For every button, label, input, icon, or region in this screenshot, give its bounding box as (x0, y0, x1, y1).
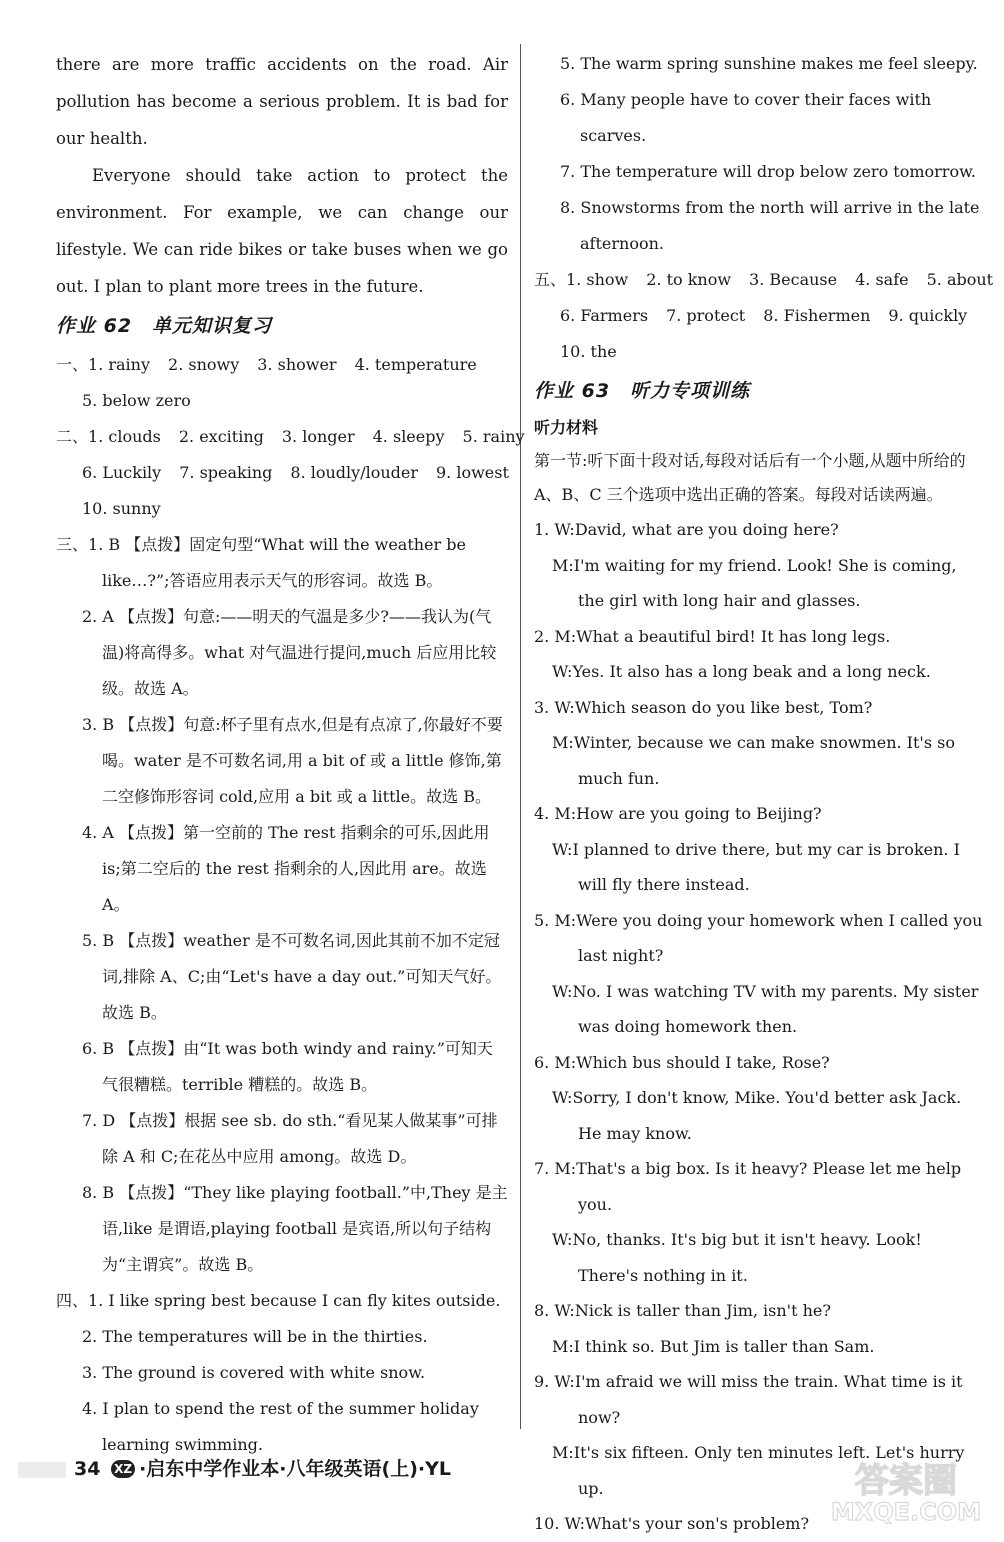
speaker-label: W: (552, 1088, 573, 1107)
section-5 (534, 262, 994, 370)
dialog-line (534, 1045, 986, 1081)
section-5-label: 五、 (534, 270, 567, 289)
dialog-number: 4. (534, 804, 555, 823)
left-column (56, 46, 525, 1463)
footer-text (74, 1454, 451, 1481)
explanation-item: 5. B 【点拨】weather 是不可数名词,因此其前不加不定冠词,排除 A、C;由“Let's have a day out.”可知天气好。故选 B。 (82, 931, 502, 1022)
dialog-text: I'm waiting for my friend. Look! She is coming, the girl with long hair and glasses. (573, 555, 957, 610)
section-3-label: 三、 (56, 535, 89, 554)
right-column (534, 46, 994, 1542)
dialog-text: Winter, because we can make snowmen. It's so much fun. (573, 733, 955, 788)
speaker-label: W: (564, 1514, 585, 1533)
dialog-line (534, 512, 986, 548)
section-2 (56, 419, 525, 527)
listening-instructions: 第一节:听下面十段对话,每段对话后有一个小题,从题中所给的 A、B、C 三个选项中选出正确的答案。每段对话读两遍。 (534, 451, 966, 504)
dialog-item (534, 1045, 986, 1152)
dialog-list (534, 512, 986, 1542)
dialog-item (534, 796, 986, 903)
answer: 6. Farmers (560, 306, 649, 325)
speaker-label: W: (554, 1301, 575, 1320)
dialog-text: Sorry, I don't know, Mike. You'd better ask Jack. He may know. (572, 1088, 962, 1143)
dialog-number: 10. (534, 1514, 565, 1533)
watermark-text-top: 答案圈 (855, 1461, 957, 1501)
section-4-label: 四、 (56, 1291, 89, 1310)
dialog-text: Yes. It also has a long beak and a long neck. (572, 662, 931, 681)
explanation-item: 6. B 【点拨】由“It was both windy and rainy.”可知天气很糟糕。terrible 糟糕的。故选 B。 (82, 1039, 493, 1094)
sentence-item: 6. Many people have to cover their faces with scarves. (560, 90, 932, 145)
speaker-label: M: (552, 1336, 574, 1356)
speaker-label: W: (554, 520, 575, 539)
dialog-line (534, 1080, 986, 1151)
answer: 5. rainy (462, 427, 525, 446)
speaker-label: M: (554, 1052, 577, 1072)
answer: 9. lowest (436, 463, 509, 482)
dialog-line (534, 903, 986, 974)
answer: 10. sunny (82, 499, 161, 518)
answer: 6. Luckily (82, 463, 162, 482)
speaker-label: M: (554, 1159, 577, 1178)
dialog-text: No. I was watching TV with my parents. My sister was doing homework then. (572, 981, 979, 1036)
dialog-number: 6. (534, 1052, 555, 1072)
answer: 5. about (926, 270, 994, 289)
answer: 5. below zero (82, 391, 191, 410)
dialog-line (534, 1222, 986, 1293)
dialog-line (534, 690, 986, 726)
column-divider (520, 44, 521, 1429)
explanation-item: 1. B 【点拨】固定句型“What will the weather be like…?”;答语应用表示天气的形容词。故选 B。 (88, 535, 466, 590)
homework-63-title: 作业 63 听力专项训练 (534, 380, 751, 402)
dialog-line (534, 832, 986, 903)
section-3 (56, 527, 508, 1283)
speaker-label: M: (554, 804, 577, 823)
answer: 4. temperature (354, 355, 477, 374)
explanation-item: 7. D 【点拨】根据 see sb. do sth.“看见某人做某事”可排除 A 和 C;在花丛中应用 among。故选 D。 (82, 1111, 498, 1166)
dialog-line (534, 1151, 986, 1222)
dialog-item (534, 1151, 986, 1293)
page-number: 34 (74, 1458, 101, 1480)
explanation-item: 8. B 【点拨】“They like playing football.”中,They 是主语,like 是谓语,playing football 是宾语,所以句子结构为“主谓宾”。故选 B。 (82, 1183, 508, 1274)
sentence-item: 1. I like spring best because I can fly kites outside. (88, 1291, 501, 1310)
dialog-number: 8. (534, 1301, 555, 1320)
watermark-logo (822, 1456, 990, 1528)
dialog-number: 3. (534, 697, 555, 717)
answer: 8. loudly/louder (290, 463, 418, 482)
dialog-text: No, thanks. It's big but it isn't heavy. Look! There's nothing in it. (572, 1230, 922, 1285)
dialog-line (534, 548, 986, 619)
dialog-text: Were you doing your homework when I called you last night? (576, 910, 983, 965)
dialog-text: It's six fifteen. Only ten minutes left. Let's hurry up. (573, 1443, 965, 1498)
dialog-number: 5. (534, 910, 555, 930)
dialog-line (534, 974, 986, 1045)
section-2-label: 二、 (56, 427, 89, 446)
dialog-item (534, 690, 986, 797)
intro-paragraph-1: there are more traffic accidents on the road. Air pollution has become a serious problem. It is bad for our health. (56, 55, 508, 148)
dialog-item (534, 512, 986, 619)
intro-paragraph-2: Everyone should take action to protect the environment. For example, we can change our lifestyle. We can ride bikes or take buses when we go out. I plan to plant more trees in the future. (56, 166, 508, 296)
dialog-text: I think so. But Jim is taller than Sam. (573, 1336, 875, 1356)
dialog-line (534, 654, 986, 690)
sentence-item: 2. The temperatures will be in the thirties. (82, 1327, 428, 1346)
answer: 4. safe (855, 270, 909, 289)
dialog-line (534, 725, 986, 796)
answer: 1. clouds (88, 427, 161, 446)
dialog-line (534, 796, 986, 832)
speaker-label: W: (552, 1230, 573, 1249)
sentence-item: 7. The temperature will drop below zero tomorrow. (560, 162, 976, 181)
answer: 7. protect (666, 306, 746, 325)
answer: 2. snowy (168, 355, 240, 374)
section-1 (56, 347, 508, 419)
dialog-text: Which bus should I take, Rose? (576, 1052, 830, 1072)
answer: 4. sleepy (372, 427, 445, 446)
answer: 3. longer (281, 427, 355, 446)
speaker-label: M: (554, 626, 577, 646)
speaker-label: W: (552, 839, 573, 859)
section-4 (56, 1283, 508, 1463)
dialog-text: I planned to drive there, but my car is broken. I will fly there instead. (572, 839, 960, 894)
sentence-item: 5. The warm spring sunshine makes me feel sleepy. (560, 54, 978, 73)
dialog-line (534, 1364, 986, 1435)
dialog-line (534, 1293, 986, 1329)
answer: 2. to know (646, 270, 732, 289)
section-1-label: 一、 (56, 355, 89, 374)
speaker-label: M: (554, 910, 577, 930)
answer: 1. rainy (88, 355, 151, 374)
sentence-item: 8. Snowstorms from the north will arrive in the late afternoon. (560, 198, 980, 253)
dialog-number: 1. (534, 520, 555, 539)
speaker-label: M: (552, 1443, 574, 1462)
dialog-text: Which season do you like best, Tom? (574, 697, 873, 717)
answer: 3. Because (749, 270, 838, 289)
speaker-label: W: (554, 697, 575, 717)
dialog-item (534, 1293, 986, 1364)
answer: 9. quickly (888, 306, 968, 325)
dialog-text: That's a big box. Is it heavy? Please let me help you. (576, 1159, 962, 1214)
homework-62-title: 作业 62 单元知识复习 (56, 315, 273, 337)
answer: 3. shower (257, 355, 337, 374)
answer: 1. show (566, 270, 629, 289)
dialog-number: 2. (534, 626, 555, 646)
listening-material-title: 听力材料 (534, 418, 599, 437)
watermark-text-bottom: MXQE.COM (830, 1498, 982, 1526)
dialog-item (534, 619, 986, 690)
dialog-item (534, 903, 986, 1045)
answer: 8. Fishermen (763, 306, 871, 325)
explanation-item: 3. B 【点拨】句意:杯子里有点水,但是有点凉了,你最好不要喝。water 是不可数名词,用 a bit of 或 a little 修饰,第二空修饰形容词 cold,应用 a bit 或 a little。故选 B。 (82, 715, 503, 806)
dialog-number: 7. (534, 1159, 555, 1178)
dialog-text: Nick is taller than Jim, isn't he? (574, 1301, 831, 1320)
speaker-label: M: (552, 733, 574, 752)
answer: 2. exciting (178, 427, 264, 446)
explanation-item: 4. A 【点拨】第一空前的 The rest 指剩余的可乐,因此用 is;第二空后的 the rest 指剩余的人,因此用 are。故选 A。 (82, 823, 490, 914)
answer: 10. the (560, 342, 617, 361)
explanation-item: 2. A 【点拨】句意:——明天的气温是多少?——我认为(气温)将高得多。what 对气温进行提问,much 后应用比较级。故选 A。 (82, 607, 497, 698)
speaker-label: W: (554, 1372, 575, 1391)
section-4-continued (534, 46, 986, 262)
dialog-text: What's your son's problem? (584, 1514, 810, 1533)
dialog-text: David, what are you doing here? (574, 520, 839, 539)
footer-bar (18, 1462, 66, 1478)
dialog-text: I'm afraid we will miss the train. What time is it now? (574, 1372, 963, 1427)
dialog-line (534, 1329, 986, 1365)
sentence-item: 4. I plan to spend the rest of the summer holiday learning swimming. (82, 1399, 479, 1454)
dialog-line (534, 619, 986, 655)
book-title: ·启东中学作业本·八年级英语(上)·YL (139, 1458, 451, 1480)
dialog-number: 9. (534, 1372, 555, 1391)
sentence-item: 3. The ground is covered with white snow. (82, 1363, 426, 1382)
publisher-logo: XZ (111, 1460, 135, 1478)
answer: 7. speaking (179, 463, 273, 482)
dialog-text: What a beautiful bird! It has long legs. (576, 626, 891, 646)
speaker-label: W: (552, 662, 573, 681)
speaker-label: M: (552, 555, 574, 575)
speaker-label: W: (552, 981, 573, 1001)
dialog-text: How are you going to Beijing? (576, 804, 822, 823)
